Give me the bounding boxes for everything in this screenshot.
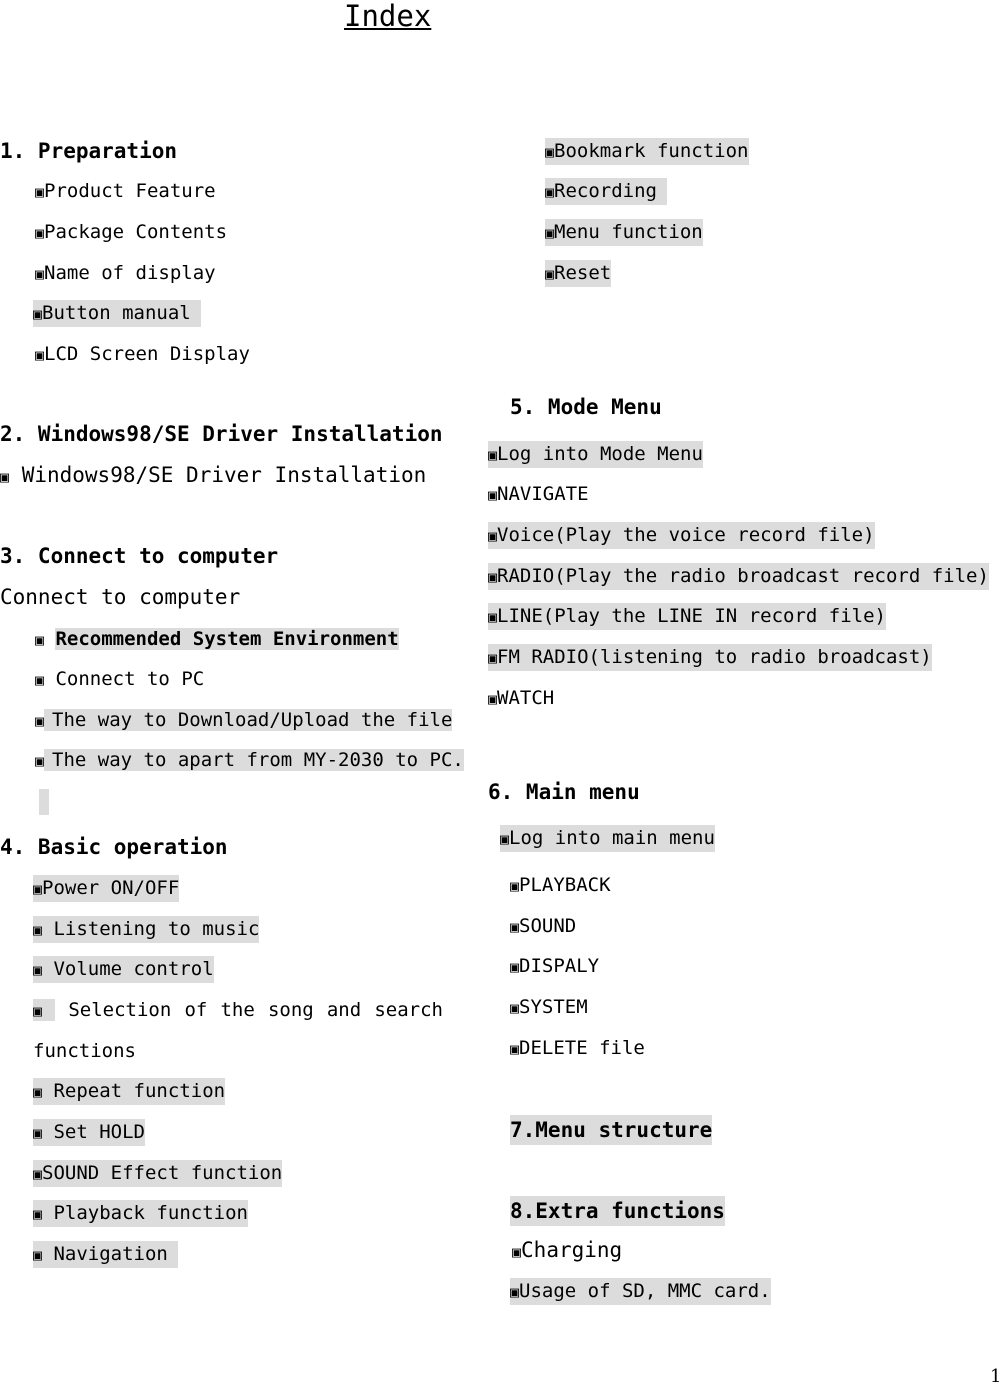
toc-item[interactable]: ▣SOUND	[510, 915, 577, 937]
toc-item[interactable]: ▣Log into Mode Menu	[488, 441, 703, 468]
toc-item[interactable]: ▣ Volume control	[33, 956, 214, 983]
toc-item[interactable]: ▣ The way to apart from MY-2030 to PC.	[35, 749, 464, 771]
toc-item-continuation: functions	[33, 1040, 136, 1062]
toc-item[interactable]: ▣ Set HOLD	[33, 1119, 145, 1146]
toc-item[interactable]: ▣Menu function	[545, 219, 703, 246]
toc-item[interactable]: ▣ Recommended System Environment	[35, 628, 399, 650]
toc-item[interactable]: ▣Charging	[512, 1238, 623, 1262]
toc-item[interactable]: ▣ Connect to PC	[35, 668, 205, 690]
section-heading-menu-structure: 7.Menu structure	[510, 1115, 712, 1145]
toc-item[interactable]: ▣Product Feature	[35, 180, 216, 202]
toc-item[interactable]: ▣ Selection of the song and search	[33, 999, 443, 1021]
toc-item[interactable]: ▣Reset	[545, 260, 611, 287]
toc-item[interactable]: ▣LINE(Play the LINE IN record file)	[488, 603, 886, 630]
section-heading-driver: 2. Windows98/SE Driver Installation	[0, 422, 443, 446]
toc-item[interactable]: ▣ The way to Download/Upload the file	[35, 709, 453, 731]
section-heading-basic-operation: 4. Basic operation	[0, 835, 228, 859]
toc-item[interactable]: ▣PLAYBACK	[510, 874, 611, 896]
toc-item[interactable]: ▣LCD Screen Display	[35, 343, 250, 365]
toc-item[interactable]: ▣FM RADIO(listening to radio broadcast)	[488, 644, 932, 671]
toc-item[interactable]: ▣Log into main menu	[500, 825, 715, 852]
toc-item[interactable]: ▣WATCH	[488, 687, 555, 709]
page-title: Index	[344, 0, 432, 33]
section-heading-main-menu: 6. Main menu	[488, 780, 640, 804]
page-number: 1	[990, 1366, 1002, 1387]
section-heading-mode-menu: 5. Mode Menu	[510, 395, 662, 419]
section-heading-extra-functions: 8.Extra functions	[510, 1196, 725, 1226]
toc-item[interactable]: ▣ Windows98/SE Driver Installation	[0, 463, 427, 487]
toc-item[interactable]: ▣Voice(Play the voice record file)	[488, 522, 875, 549]
toc-item[interactable]: ▣Button manual	[33, 300, 201, 327]
section-subheading-connect: Connect to computer	[0, 585, 241, 609]
section-heading-preparation: 1. Preparation	[0, 139, 178, 163]
toc-item[interactable]: ▣NAVIGATE	[488, 483, 589, 505]
toc-item[interactable]: ▣Recording	[545, 178, 667, 205]
toc-item[interactable]: ▣RADIO(Play the radio broadcast record file)	[488, 563, 989, 590]
toc-item[interactable]: ▣Name of display	[35, 262, 216, 284]
toc-item[interactable]: ▣Usage of SD, MMC card.	[510, 1278, 771, 1305]
toc-item[interactable]: ▣ Listening to music	[33, 916, 259, 943]
toc-item[interactable]: ▣ Playback function	[33, 1200, 248, 1227]
toc-item[interactable]: ▣ Navigation	[33, 1241, 178, 1268]
toc-item[interactable]: ▣Bookmark function	[545, 138, 749, 165]
toc-item[interactable]: ▣SOUND Effect function	[33, 1160, 282, 1187]
toc-item[interactable]: ▣Power ON/OFF	[33, 875, 179, 902]
highlight-fragment	[39, 789, 49, 815]
toc-item[interactable]: ▣Package Contents	[35, 221, 228, 243]
toc-item[interactable]: ▣DISPALY	[510, 955, 600, 977]
toc-item[interactable]: ▣DELETE file	[510, 1037, 645, 1059]
toc-item[interactable]: ▣SYSTEM	[510, 996, 588, 1018]
section-heading-connect: 3. Connect to computer	[0, 544, 279, 568]
toc-item[interactable]: ▣ Repeat function	[33, 1078, 225, 1105]
